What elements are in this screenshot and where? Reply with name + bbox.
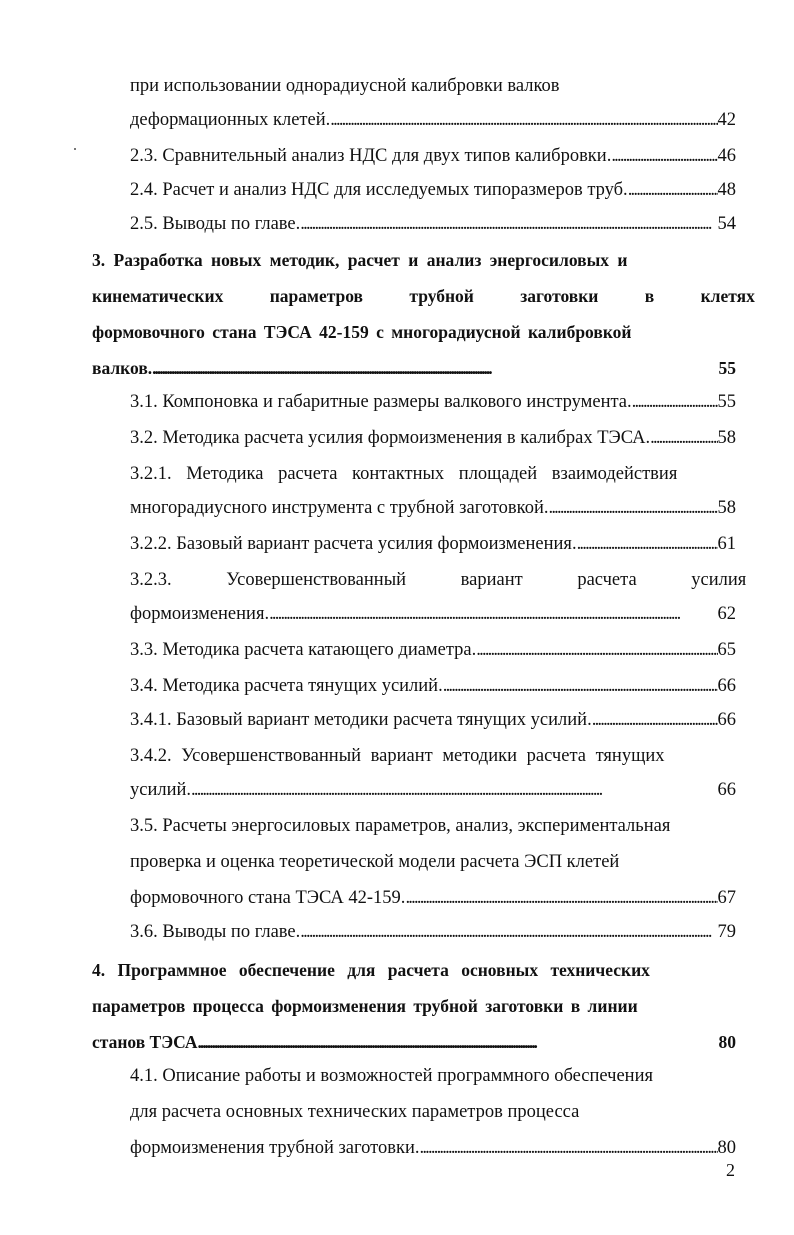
toc-entry-title: многорадиусного инструмента с трубной заготовкой. — [130, 498, 549, 518]
toc-page-number: 66 — [717, 676, 736, 696]
toc-chapter-3-line-4 — [92, 350, 736, 380]
toc-entry-title: деформационных клетей. — [130, 110, 331, 130]
toc-page-number: 58 — [717, 428, 736, 448]
toc-entry-title: 3.2.3. Усовершенствованный вариант расчета усилия — [130, 570, 747, 590]
toc-entry-title: 3.5. Расчеты энергосиловых параметров, анализ, экспериментальная — [130, 816, 671, 836]
toc-entry-2-5[interactable] — [130, 206, 736, 236]
toc-entry-title: формоизменения трубной заготовки. — [130, 1138, 420, 1158]
toc-entry-title: 3.6. Выводы по главе. — [130, 922, 301, 942]
toc-chapter-title: кинематических параметров трубной заготовки в клетях — [92, 286, 755, 306]
toc-entry-3-5-line-3 — [130, 880, 736, 910]
toc-entry-2-3[interactable] — [130, 138, 736, 168]
toc-chapter-3-line-3 — [92, 314, 736, 344]
toc-page-number: 55 — [718, 358, 736, 378]
dot-leader — [300, 920, 717, 944]
dot-leader — [628, 178, 718, 202]
dot-leader — [405, 886, 717, 910]
dot-leader — [191, 778, 717, 802]
toc-chapter-3-line-2 — [92, 278, 755, 308]
toc-page-number: 61 — [717, 534, 736, 554]
toc-page-number: 48 — [717, 180, 736, 200]
dot-leader — [632, 390, 718, 414]
toc-entry-3-2-2[interactable] — [130, 526, 736, 556]
dot-leader — [577, 532, 718, 556]
toc-page-number: 79 — [717, 922, 736, 942]
dot-leader — [419, 1136, 717, 1160]
toc-entry-title: усилий. — [130, 780, 192, 800]
toc-line-continuation: при использовании однорадиусной калибровки валков — [130, 76, 560, 96]
toc-entry-3-4[interactable] — [130, 668, 736, 698]
toc-entry-title: 2.5. Выводы по главе. — [130, 214, 301, 234]
dot-leader — [650, 426, 717, 450]
toc-entry-3-4-2-line-1[interactable] — [130, 738, 736, 768]
toc-chapter-4-line-3 — [92, 1024, 736, 1054]
toc-entry-title: 3.1. Компоновка и габаритные размеры валкового инструмента. — [130, 392, 632, 412]
toc-chapter-4-line-2 — [92, 988, 736, 1018]
toc-entry-3-1[interactable] — [130, 384, 736, 414]
toc-chapter-title: станов ТЭСА — [92, 1032, 198, 1052]
dot-leader — [300, 212, 717, 236]
dot-leader — [548, 496, 717, 520]
dot-leader — [198, 1030, 719, 1054]
toc-entry-title: 3.4. Методика расчета тянущих усилий. — [130, 676, 443, 696]
dot-leader — [592, 708, 718, 732]
dot-leader — [443, 674, 718, 698]
toc-entry-title: 3.2.2. Базовый вариант расчета усилия формоизменения. — [130, 534, 577, 554]
toc-entry-title: формовочного стана ТЭСА 42-159. — [130, 888, 406, 908]
toc-page-number: 80 — [717, 1138, 736, 1158]
toc-entry-3-3[interactable] — [130, 632, 736, 662]
toc-entry-title: для расчета основных технических параметров процесса — [130, 1102, 580, 1122]
toc-page-number: 80 — [718, 1032, 736, 1052]
toc-entry-3-5-line-1[interactable] — [130, 808, 736, 838]
toc-entry-4-1-line-1[interactable] — [130, 1058, 736, 1088]
toc-page-number: 55 — [717, 392, 736, 412]
toc-chapter-title: формовочного стана ТЭСА 42-159 с многорадиусной калибровкой — [92, 322, 632, 342]
toc-entry-title: проверка и оценка теоретической модели расчета ЭСП клетей — [130, 852, 620, 872]
toc-entry-3-4-2-line-2 — [130, 772, 736, 802]
toc-entry-3-2-1-line-1[interactable] — [130, 456, 736, 486]
toc-entry-title: 3.2.1. Методика расчета контактных площадей взаимодействия — [130, 464, 678, 484]
toc-entry-title: 3.2. Методика расчета усилия формоизменения в калибрах ТЭСА. — [130, 428, 651, 448]
page-number: 2 — [726, 1160, 735, 1180]
toc-chapter-3-line-1[interactable] — [92, 242, 736, 272]
toc-entry-3-2-1-line-2 — [130, 490, 736, 520]
toc-entry-title: 3.3. Методика расчета катающего диаметра. — [130, 640, 477, 660]
toc-page-number: 65 — [717, 640, 736, 660]
dot-leader — [269, 602, 717, 626]
dot-leader — [330, 108, 717, 132]
toc-entry-title: 3.4.1. Базовый вариант методики расчета тянущих усилий. — [130, 710, 592, 730]
toc-entry-3-2[interactable] — [130, 420, 736, 450]
toc-page-number: 67 — [717, 888, 736, 908]
toc-entry-2-4[interactable] — [130, 172, 736, 202]
toc-entry-title: 2.4. Расчет и анализ НДС для исследуемых типоразмеров труб. — [130, 180, 628, 200]
toc-chapter-title: параметров процесса формоизменения трубной заготовки в линии — [92, 996, 638, 1016]
toc-entry-title: формоизменения. — [130, 604, 270, 624]
toc-chapter-title: валков. — [92, 358, 153, 378]
dot-leader — [152, 356, 718, 380]
toc-entry-3-2-3-line-1[interactable] — [130, 562, 747, 592]
toc-entry-2-2-end[interactable] — [130, 102, 736, 132]
toc-page-number: 58 — [717, 498, 736, 518]
toc-entry-4-1-line-2 — [130, 1094, 736, 1124]
toc-page-number: 62 — [717, 604, 736, 624]
toc-entry-3-4-1[interactable] — [130, 702, 736, 732]
toc-page-number: 66 — [717, 780, 736, 800]
toc-chapter-title: 3. Разработка новых методик, расчет и анализ энергосиловых и — [92, 250, 628, 270]
toc-entry-3-5-line-2 — [130, 844, 736, 874]
toc-entry-3-2-3-line-2 — [130, 596, 736, 626]
dot-leader — [611, 144, 717, 168]
toc-page-number: 42 — [717, 110, 736, 130]
toc-entry-3-6[interactable] — [130, 914, 736, 944]
toc-entry-title: 4.1. Описание работы и возможностей программного обеспечения — [130, 1066, 653, 1086]
toc-entry-title: 2.3. Сравнительный анализ НДС для двух типов калибровки. — [130, 146, 612, 166]
toc-page-number: 46 — [717, 146, 736, 166]
dot-leader — [476, 638, 717, 662]
scan-speck — [74, 148, 76, 150]
toc-entry-4-1-line-3 — [130, 1130, 736, 1160]
toc-page-number: 54 — [717, 214, 736, 234]
toc-chapter-4-line-1[interactable] — [92, 952, 736, 982]
toc-chapter-title: 4. Программное обеспечение для расчета основных технических — [92, 960, 650, 980]
toc-page-number: 66 — [717, 710, 736, 730]
toc-entry-title: 3.4.2. Усовершенствованный вариант методики расчета тянущих — [130, 746, 665, 766]
